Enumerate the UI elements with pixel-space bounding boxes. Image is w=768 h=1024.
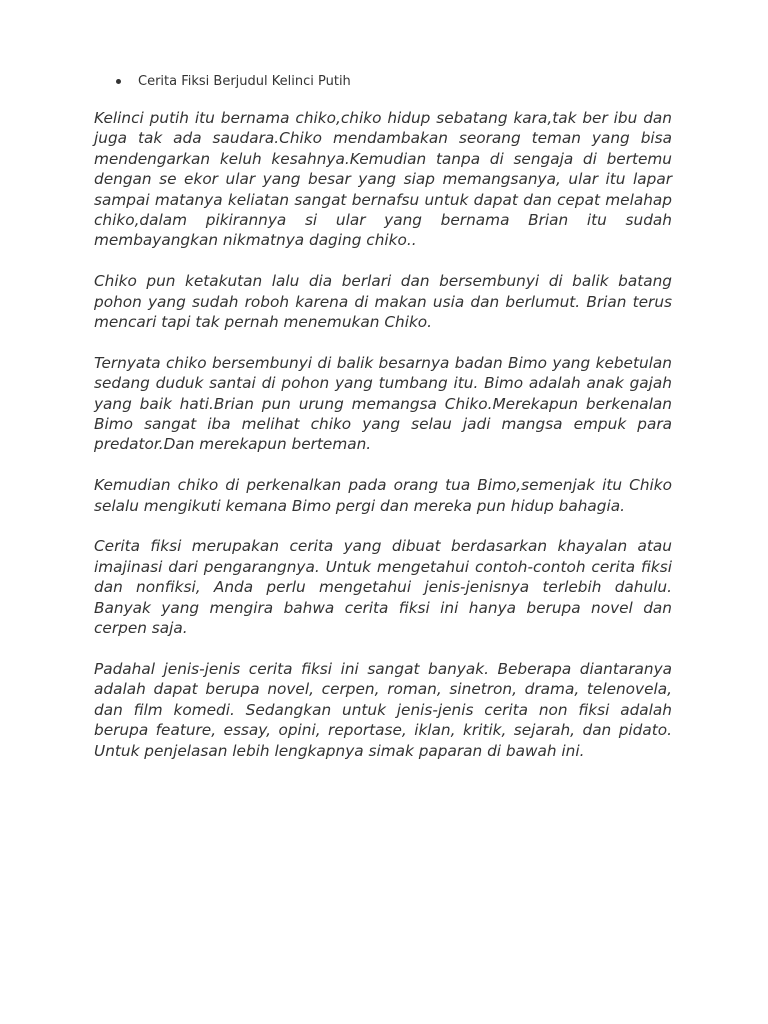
paragraph-6: Padahal jenis-jenis cerita fiksi ini sangat banyak. Beberapa diantaranya adalah dapat berupa novel, cerpen, roman, sinetron, drama, telenovela, dan film komedi. Sedangkan untuk jenis-jenis cerita non fiksi adalah berupa feature, essay, opini, reportase, iklan, kritik, sejarah, dan pidato. Untuk penjelasan lebih lengkapnya simak paparan di bawah ini. — [94, 659, 672, 760]
paragraph-1: Kelinci putih itu bernama chiko,chiko hidup sebatang kara,tak ber ibu dan juga tak ada saudara.Chiko mendambakan seorang teman yang bisa mendengarkan keluh kesahnya.Kemudian tanpa di sengaja di bertemu dengan se ekor ular yang besar yang siap memangsanya, ular itu lapar sampai matanya keliatan sangat bernafsu untuk dapat dan cepat melahap chiko,dalam pikirannya si ular yang bernama Brian itu sudah membayangkan nikmatnya daging chiko.. — [94, 109, 672, 250]
paragraph-5: Cerita fiksi merupakan cerita yang dibuat berdasarkan khayalan atau imajinasi dari pengarangnya. Untuk mengetahui contoh-contoh cerita fiksi dan nonfiksi, Anda perlu mengetahui jenis-jenisnya terlebih dahulu. Banyak yang mengira bahwa cerita fiksi ini hanya berupa novel dan cerpen saja. — [94, 537, 672, 638]
story-body — [94, 108, 672, 781]
paragraph-2: Chiko pun ketakutan lalu dia berlari dan bersembunyi di balik batang pohon yang sudah roboh karena di makan usia dan berlumut. Brian terus mencari tapi tak pernah menemukan Chiko. — [94, 272, 672, 332]
bullet-icon — [116, 79, 121, 84]
heading-text: Cerita Fiksi Berjudul Kelinci Putih — [138, 74, 351, 89]
bullet-heading — [116, 74, 351, 89]
paragraph-4: Kemudian chiko di perkenalkan pada orang tua Bimo,semenjak itu Chiko selalu mengikuti kemana Bimo pergi dan mereka pun hidup bahagia. — [94, 476, 672, 515]
paragraph-3: Ternyata chiko bersembunyi di balik besarnya badan Bimo yang kebetulan sedang duduk santai di pohon yang tumbang itu. Bimo adalah anak gajah yang baik hati.Brian pun urung memangsa Chiko.Merekapun berkenalan Bimo sangat iba melihat chiko yang selau jadi mangsa empuk para predator.Dan merekapun berteman. — [94, 353, 672, 454]
